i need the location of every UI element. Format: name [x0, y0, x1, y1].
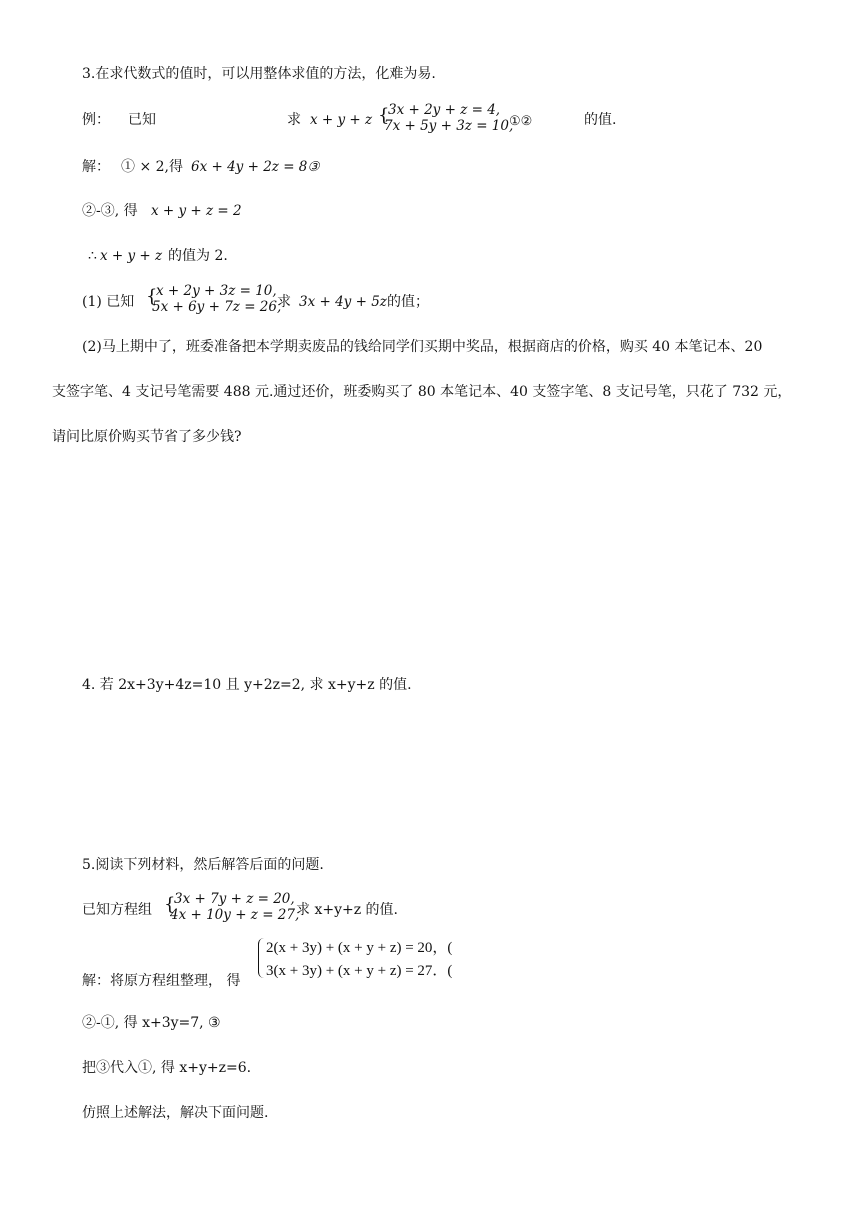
q5-step2: 把③代入①, 得 x+y+z=6. [82, 1060, 252, 1076]
example-eq1: 3x + 2y + z = 4, [388, 102, 501, 118]
q5-equation-system [164, 891, 299, 925]
part2-line1: (2)马上期中了，班委准备把本学期卖废品的钱给同学们买期中奖品，根据商店的价格，购买 40 本笔记本、20 [82, 339, 763, 355]
conclusion-expr: x + y + z [100, 248, 163, 264]
brace-symbol: { [378, 105, 390, 126]
example-eq2: 7x + 5y + 3z = 10, [384, 118, 514, 134]
example-equation-system [378, 102, 528, 136]
example-value-suffix: 的值. [584, 112, 617, 128]
brace-symbol: { [146, 286, 158, 307]
part1-eq2: 5x + 6y + 7z = 26, [152, 299, 282, 315]
part1-equation-system [146, 283, 286, 317]
part1-find: 求 [277, 294, 291, 310]
q5-find: 求 x+y+z 的值. [296, 902, 398, 918]
brace-symbol: { [164, 894, 176, 915]
solution-step2-text: ②-③, 得 [82, 203, 138, 219]
example-find-expr: x + y + z [310, 112, 373, 128]
solution-step1-eq: 6x + 4y + 2z = 8③ [191, 159, 320, 175]
q5-instruction: 仿照上述解法，解决下面问题. [82, 1105, 269, 1121]
part1-eq1: x + 2y + 3z = 10, [156, 283, 277, 299]
solution-step1-text: ① × 2,得 [121, 159, 183, 175]
example-find: 求 [287, 112, 301, 128]
example-markers: ①② [509, 114, 533, 129]
part1-suffix: 的值； [387, 294, 429, 310]
q4-text: 4. 若 2x+3y+4z=10 且 y+2z=2, 求 x+y+z 的值. [82, 677, 412, 693]
example-label: 例： [82, 112, 110, 128]
q5-solution-text: 解：将原方程组整理， 得 [82, 973, 241, 989]
solution-label: 解： [82, 159, 110, 175]
q5-title: 5.阅读下列材料，然后解答后面的问题. [82, 857, 324, 873]
q5-rearranged-system [258, 938, 470, 982]
q5-sys-eq2: 3(x + 3y) + (x + y + z) = 27．( [266, 963, 453, 979]
part2-line2: 支签字笔、4 支记号笔需要 488 元.通过还价，班委购买了 80 本笔记本、40 支签字笔、8 支记号笔，只花了 732 元， [52, 384, 792, 400]
therefore-symbol: ∴ [88, 248, 97, 264]
q5-step1: ②-①, 得 x+3y=7, ③ [82, 1015, 221, 1031]
q3-title: 3.在求代数式的值时，可以用整体求值的方法，化难为易. [82, 66, 436, 82]
part2-line3: 请问比原价购买节省了多少钱? [52, 429, 242, 445]
example-given: 已知 [128, 112, 156, 128]
part1-expr: 3x + 4y + 5z [299, 294, 387, 310]
q5-sys-eq1: 2(x + 3y) + (x + y + z) = 20，( [266, 940, 453, 956]
q5-eq1: 3x + 7y + z = 20, [174, 891, 295, 907]
solution-step2-eq: x + y + z = 2 [151, 203, 242, 219]
q5-eq2: 4x + 10y + z = 27, [170, 907, 300, 923]
part1-label: (1) 已知 [82, 294, 135, 310]
conclusion-text: 的值为 2. [168, 248, 228, 264]
q5-given: 已知方程组 [82, 902, 152, 918]
